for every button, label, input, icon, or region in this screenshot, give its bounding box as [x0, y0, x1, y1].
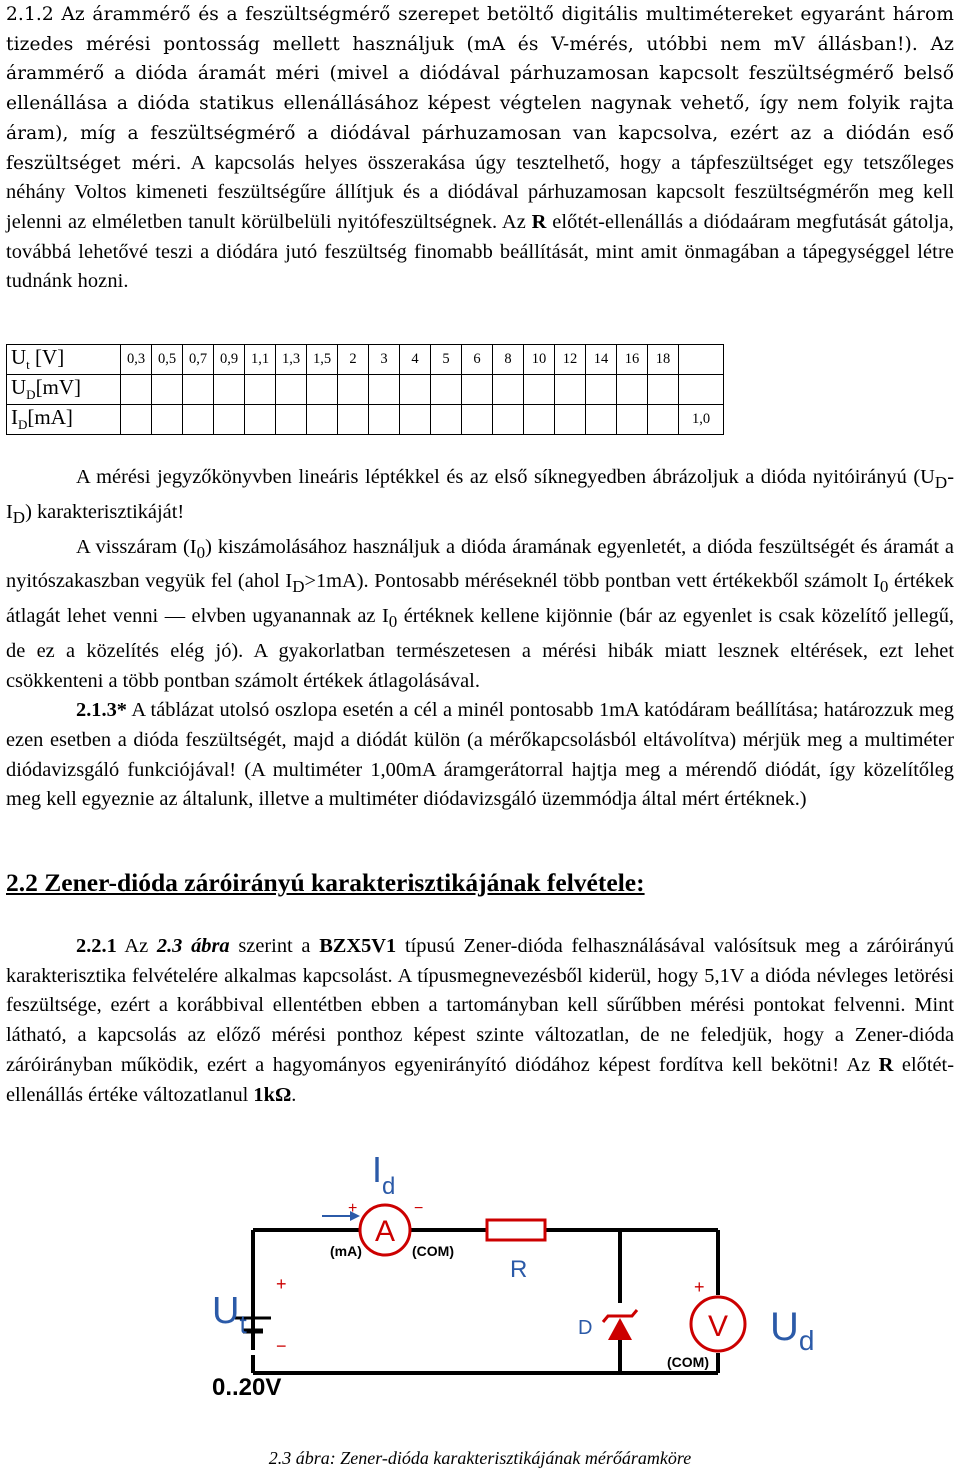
paragraph-text: A kapcsolás helyes összerakása úgy tesztelhető, hogy a tápfeszültséget egy tetszőleges néhány Voltos kimeneti feszültségűre állítjuk és a diódával párhuzamosan kapcsolt feszültségmérőn meg kell jelenni az elméletben tanult körülbelüli nyitófeszültségnek. Az — [6, 151, 954, 233]
row-label-id: $I_D[mA]$ — [7, 405, 121, 435]
table-cell: 10 — [524, 345, 555, 375]
table-row — [7, 405, 724, 435]
table-cell: 0,3 — [121, 345, 152, 375]
table-cell — [679, 345, 724, 375]
table-cell: 12 — [555, 345, 586, 375]
svg-text:(COM): (COM) — [667, 1354, 709, 1370]
table-cell: 4 — [400, 345, 431, 375]
measurement-table — [6, 344, 724, 435]
table-cell: 2 — [338, 345, 369, 375]
svg-text:−: − — [276, 1336, 287, 1356]
table-cell-last-id: 1,0 — [679, 405, 724, 435]
row-label-ut: $U_t$ [V] — [7, 345, 121, 375]
source-range: 0..20V — [212, 1374, 282, 1401]
table-cell: 18 — [648, 345, 679, 375]
table-cell: 1,3 — [276, 345, 307, 375]
resistor-symbol — [487, 1220, 545, 1240]
svg-text:(mA): (mA) — [330, 1243, 362, 1259]
table-cell: 1,5 — [307, 345, 338, 375]
row-label-ud: $U_D[mV]$ — [7, 375, 121, 405]
table-cell: 6 — [462, 345, 493, 375]
table-cell: 1,1 — [245, 345, 276, 375]
paragraph-2-1-3: 2.1.3* A táblázat utolsó oszlopa esetén a cél a minél pontosabb 1mA katódáram beállítása; határozzuk meg ezen esetben a dióda feszültségét, majd a diódát külön (a mérőkapcsolásból eltávolítva) mérjük meg a multiméter diódavizsgáló funkciójával! (A multiméter 1,00mA áramgerátorral hajtja meg a mérendő diódát, így közelítőleg meg kell egyeznie az általunk, illetve a multiméter diódavizsgáló üzemmódja által mért értéknek.) — [6, 699, 954, 811]
voltmeter-label: V — [707, 1310, 729, 1343]
table-cell: 0,9 — [214, 345, 245, 375]
bold-r: R — [531, 210, 547, 233]
table-cell: 3 — [369, 345, 400, 375]
resistor-label: R — [510, 1256, 528, 1283]
paragraph-text: Az árammérő és a feszültségmérő szerepet betöltő digitális multimétereket egyaránt három tizedes mérési pontosság mellett használjuk (mA és V-mérés, utóbbi nem mV állásban!). Az árammérő a dióda áramát méri (mivel a diódával párhuzamosan kapcsolt feszültségmérő belső ellenállása a dióda statikus ellenállásához képest végtelen nagynak vehető, így nem folyik rajta áram), míg a feszültségmérő a diódával párhuzamosan van kapcsolva, ezért az a diódán eső feszültséget méri. — [6, 4, 954, 174]
section-heading: 2.2 Zener-dióda záróirányú karakterisztikájának felvétele: — [6, 868, 645, 897]
paragraph-reverse-current: A visszáram $(I_0)$ kiszámolásához használjuk a dióda áramának egyenletét, a dióda feszültségét és áramát a nyitószakaszban vegyük fel (ahol $I_D>1mA$). Pontosabb méréseknél több pontban vett értékekből számolt $I_0$ értékek átlagát lehet venni — elvben ugyanannak az $I_0$ értéknek kellene kijönnie (bár az egyenlet is csak közelítő jellegű, de ez a közelítés elég jó). A gyakorlatban természetesen a mérési hibák miatt lesznek eltérések, ezt lehet csökkenteni a több pontban számolt értékek átlagolásával. — [6, 535, 955, 692]
paragraph-2-1-2 — [6, 0, 954, 297]
source-label: $U_t$ — [212, 1290, 247, 1339]
table-cell: 8 — [493, 345, 524, 375]
diode-voltage-label: $U_d$ — [770, 1305, 815, 1356]
ammeter-label: A — [374, 1215, 396, 1248]
figure-caption: 2.3 ábra: Zener-dióda karakterisztikájának mérőáramköre — [268, 1448, 692, 1468]
figure-ref: 2.3 ábra — [156, 935, 230, 957]
table-cell: 14 — [586, 345, 617, 375]
svg-text:+: + — [694, 1277, 705, 1297]
table-row — [7, 345, 724, 375]
table-cell: 16 — [617, 345, 648, 375]
svg-text:+: + — [276, 1274, 287, 1294]
svg-text:(COM): (COM) — [412, 1243, 454, 1259]
current-label: $I_d$ — [372, 1149, 396, 1200]
zener-diode-symbol — [603, 1310, 637, 1340]
table-row — [7, 375, 724, 405]
section-number: 2.1.2 — [6, 4, 54, 25]
table-cell: 0,7 — [183, 345, 214, 375]
paragraph-text: előtét-ellenállás a diódaáram megfutását gátolja, továbbá lehetővé teszi a diódára jutó feszültség finomabb beállítását, mint amit önmagában a tápegységgel létre tudnánk hozni. — [6, 210, 955, 293]
table-cell: 5 — [431, 345, 462, 375]
table-cell: 0,5 — [152, 345, 183, 375]
svg-text:−: − — [414, 1200, 424, 1217]
svg-text:+: + — [348, 1200, 358, 1217]
paragraph-plot: A mérési jegyzőkönyvben lineáris léptékkel és az első síknegyedben ábrázoljuk a dióda nyitóirányú $(U_D-I_D)$ karakterisztikáját! A visszáram $(I_0)$ kiszámolásához használjuk a dióda áramának egyenletét, a dióda feszültségét és áramát a nyitószakaszban vegyük fel (ahol $I_D>1mA$). Pontosabb méréseknél több pontban vett értékekből számolt $I_0$ értékek átlagát lehet venni — elvben ugyanannak az $I_0$ értéknek kellene kijönnie (bár az egyenlet is csak közelítő jellegű, de ez a közelítés elég jó). A gyakorlatban természetesen a mérési hibák miatt lesznek eltérések, ezt lehet csökkenteni a több pontban számolt értékek átlagolásával. 2.1.3* A táblázat utolsó oszlopa esetén a cél a minél pontosabb 1mA katódáram beállítása; határozzuk meg ezen esetben a dióda feszültségét, majd a diódát külön (a mérőkapcsolásból eltávolítva) mérjük meg a multiméter diódavizsgáló funkciójával! (A multiméter 1,00mA áramgerátorral hajtja meg a mérendő diódát, így közelítőleg meg kell egyeznie az általunk, illetve a multiméter diódavizsgáló üzemmódja által mért értéknek.) — [6, 463, 954, 815]
circuit-diagram — [180, 1145, 840, 1435]
diode-label: D — [578, 1317, 593, 1339]
paragraph-2-2-1: 2.2.1 Az 2.3 ábra szerint a BZX5V1 típusú Zener-dióda felhasználásával valósítsuk meg a záróirányú karakterisztika felvételére alkalmas kapcsolást. A típusmegnevezésből kiderül, hogy 5,1V a dióda névleges letörési feszültsége, ezért a korábbival ellentétben ebben a tartományban kell sűrűbben mérési pontokat felvenni. Mint látható, a kapcsolás az előző mérési ponthoz képest szinte változatlan, de ne feledjük, hogy a Zener-dióda záróirányban működik, ezért a hagyományos egyenirányító diódához képest fordítva kell bekötni! Az R előtét-ellenállás értéke változatlanul 1kΩ. — [6, 935, 954, 1106]
part-number: BZX5V1 — [319, 935, 397, 957]
